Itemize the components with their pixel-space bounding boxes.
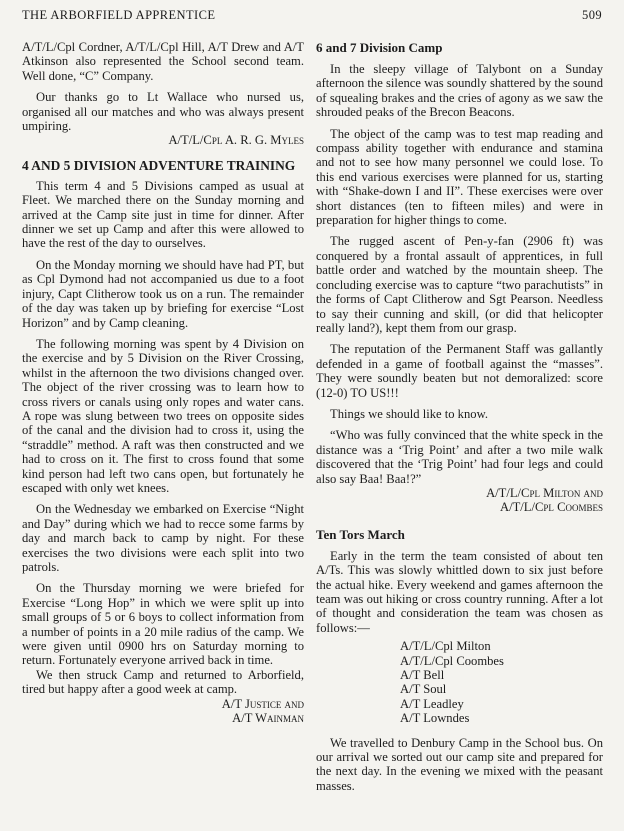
sig-text: ustice and bbox=[249, 696, 304, 711]
body-paragraph: On the Wednesday we embarked on Exercise “Night and Day” during which we had to recce some farms by day and march back to camp by night. For these exercises the two divisions were each split into two patrols. bbox=[22, 502, 304, 574]
sig-text: M bbox=[539, 485, 555, 500]
signature-myles bbox=[22, 133, 304, 147]
body-paragraph: “Who was fully convinced that the white speck in the distance was a ‘Trig Point’ and after a two mile walk discovered that the ‘Trig Point’ had four legs and could also say Baa! Baa!?” bbox=[316, 428, 603, 486]
body-paragraph: On the Monday morning we should have had PT, but as Cpl Dymond had not accompanied us due to a foot injury, Capt Clitherow took us on a run. The remainder of the day was taken up by briefing for exercise “Lost Horizon” and by Camp cleaning. bbox=[22, 257, 304, 330]
team-member: A/T Bell bbox=[400, 668, 445, 683]
team-member: A/T Leadley bbox=[400, 696, 464, 711]
team-member: A/T/L/Cpl Coombes bbox=[400, 653, 504, 668]
sig-text: A. R. G. M bbox=[224, 133, 282, 148]
signature-milton bbox=[316, 486, 603, 500]
section-heading-division-camp: 6 and 7 Division Camp bbox=[316, 40, 443, 55]
signature-wainman bbox=[22, 711, 304, 725]
intro-paragraph: Our thanks go to Lt Wallace who nursed us, organised all our matches and who was always present umpiring. bbox=[22, 90, 304, 134]
sig-text: oombes bbox=[565, 500, 603, 515]
body-paragraph: The following morning was spent by 4 Division on the exercise and by 5 Division on the River Crossing, whilst in the afternoon the two divisions changed over. The object of the river crossing was to learn how to cross rivers or canals using only ropes and water cans. A rope was slung between two trees on opposite sides of the canal and the division had to cross it, using the “straddle” method. A raft was then constructed and we had to cross on it. The first to cross found that some kind person had left two cans open, but fortunately he escaped with only wet knees. bbox=[22, 336, 304, 495]
left-column bbox=[22, 40, 304, 731]
sig-text: A/T/L/C bbox=[486, 485, 530, 500]
team-member: A/T Soul bbox=[400, 682, 447, 697]
sig-text: A/T/L/C bbox=[168, 133, 212, 148]
sig-text: yles bbox=[281, 133, 304, 148]
team-list bbox=[316, 639, 603, 725]
right-column bbox=[316, 40, 603, 793]
section-heading-adventure-training: 4 AND 5 DIVISION ADVENTURE TRAINING bbox=[22, 157, 296, 173]
body-paragraph: Things we should like to know. bbox=[330, 406, 488, 421]
section-heading-ten-tors: Ten Tors March bbox=[316, 526, 405, 542]
sig-text: A/T/L/C bbox=[500, 500, 544, 515]
body-paragraph: The reputation of the Permanent Staff was gallantly defended in a game of football against the “masses”. They were soundly beaten but not demoralized: score (12-0) TO US!!! bbox=[316, 342, 603, 400]
publication-title: THE ARBORFIELD APPRENTICE bbox=[22, 8, 216, 22]
sig-text: pl bbox=[529, 485, 540, 500]
intro-paragraph: A/T/L/Cpl Cordner, A/T/L/Cpl Hill, A/T Drew and A/T Atkinson also represented the School second team. Well done, “C” Company. bbox=[22, 40, 304, 83]
team-member: A/T/L/Cpl Milton bbox=[400, 639, 491, 654]
body-paragraph: We then struck Camp and returned to Arborfield, tired but happy after a good week at camp. bbox=[22, 667, 304, 697]
page-number: 509 bbox=[582, 8, 602, 22]
sig-text: A/T J bbox=[221, 696, 250, 711]
sig-text: ilton and bbox=[554, 485, 603, 500]
body-paragraph: Early in the term the team consisted of about ten A/Ts. This was slowly whittled down to six just before the actual hike. Every weekend and games afternoon the team was out hiking or cross country running. After a lot of thought and consideration the team was chosen as follows:— bbox=[316, 548, 603, 635]
body-paragraph: This term 4 and 5 Divisions camped as usual at Fleet. We marched there on the Sunday morning and arrived at the Camp site just in time for dinner. After dinner we set up Camp and after this were allowed to have the rest of the day to ourselves. bbox=[22, 178, 304, 251]
sig-text: pl bbox=[211, 133, 223, 148]
body-paragraph: The rugged ascent of Pen-y-fan (2906 ft) was conquered by a frontal assault of apprentices, in full battle order and watched by the mountain sheep. The concluding exercise was to capture “two parachutists” in the forms of Capt Clitherow and Sgt Pearson. Needless to say their cunning and skill, (or did that helicopter really land?), kept them from our grasp. bbox=[316, 234, 603, 335]
running-head bbox=[22, 8, 602, 28]
body-paragraph: In the sleepy village of Talybont on a Sunday afternoon the silence was soundly shattered by the sound of squealing brakes and the cries of agony as we saw the shrouded peaks of the Brecon Beacons. bbox=[316, 62, 603, 120]
sig-text: ainman bbox=[267, 711, 304, 726]
team-member: A/T Lowndes bbox=[400, 711, 470, 726]
body-paragraph: On the Thursday morning we were briefed for Exercise “Long Hop” in which we were split up into small groups of 5 or 6 boys to collect information from a number of points in a 20 mile radius of the camp. We were given until 0900 hrs on Saturday morning to return. Fortunately everyone arrived back in time. bbox=[22, 581, 304, 668]
signature-justice bbox=[22, 697, 304, 711]
sig-text: C bbox=[553, 500, 566, 515]
body-paragraph: The object of the camp was to test map reading and compass ability together with endurance and stamina and not to see how many personnel we could lose. To this end various exercises were planned for us, starting with “Shake-down I and II”. These exercises were over short distances (ten to fifteen miles) and were in preparation for higher things to come. bbox=[316, 126, 603, 228]
sig-text: pl bbox=[543, 500, 554, 515]
signature-coombes bbox=[316, 500, 603, 514]
body-paragraph: We travelled to Denbury Camp in the School bus. On our arrival we sorted out our camp site and prepared for the next day. In the evening we mixed with the peasant masses. bbox=[316, 735, 603, 793]
sig-text: A/T W bbox=[232, 711, 267, 726]
